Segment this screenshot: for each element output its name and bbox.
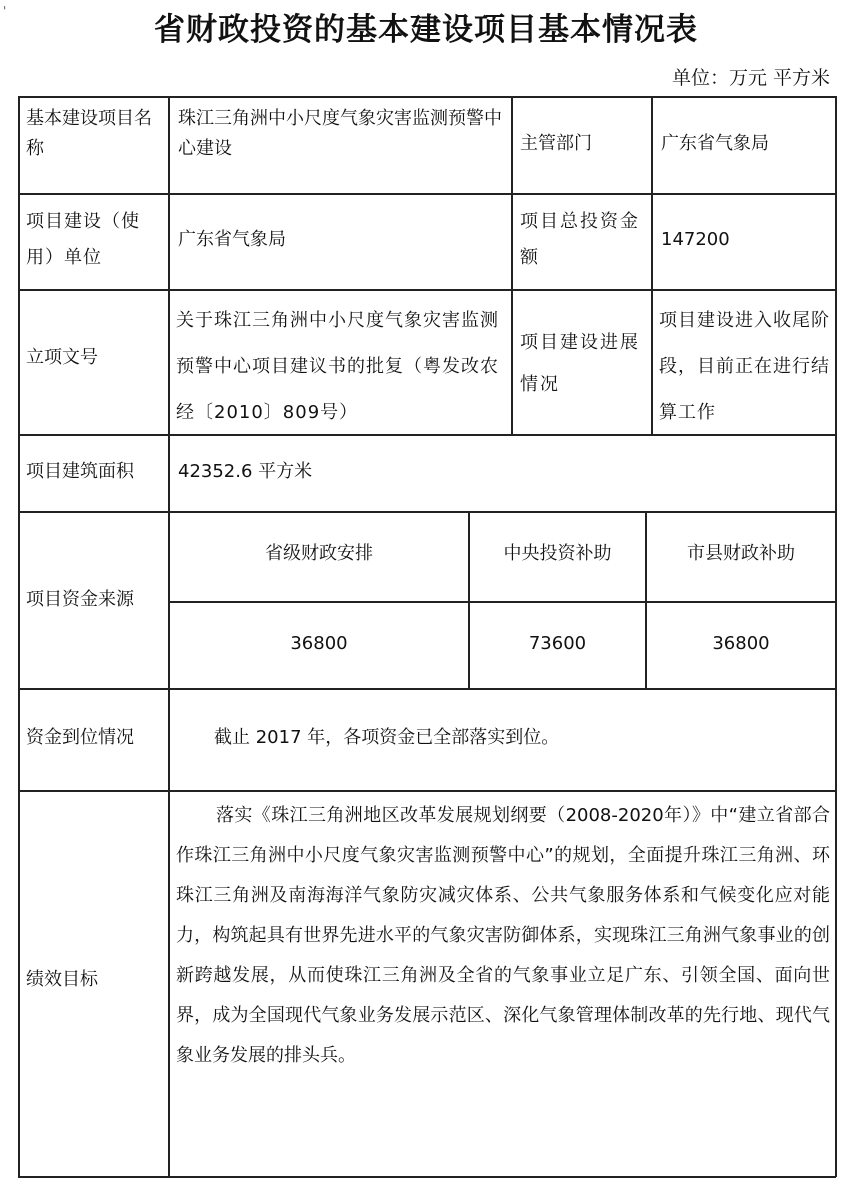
funding-value-city: 36800 bbox=[712, 633, 770, 654]
value-fund-arrival: 截止 2017 年，各项资金已全部落实到位。 bbox=[214, 727, 560, 748]
funding-header-central: 中央投资补助 bbox=[503, 543, 612, 564]
label-project-name: 基本建设项目名称 bbox=[26, 108, 152, 159]
label-progress: 项目建设进展情况 bbox=[520, 332, 640, 395]
funding-value-provincial: 36800 bbox=[290, 633, 348, 654]
value-progress: 项目建设进入收尾阶段，目前正在进行结算工作 bbox=[659, 310, 830, 423]
value-total-investment: 147200 bbox=[661, 229, 730, 250]
label-department: 主管部门 bbox=[520, 133, 592, 154]
value-project-name: 珠江三角洲中小尺度气象灾害监测预警中心建设 bbox=[178, 108, 502, 159]
unit-label: 单位：万元 平方米 bbox=[671, 67, 830, 89]
funding-header-provincial: 省级财政安排 bbox=[265, 543, 373, 564]
corner-mark: ' bbox=[3, 4, 7, 18]
label-building-area: 项目建筑面积 bbox=[26, 461, 134, 482]
label-fund-arrival: 资金到位情况 bbox=[26, 727, 134, 748]
value-approval: 关于珠江三角洲中小尺度气象灾害监测预警中心项目建议书的批复（粤发改农经〔2010〕809号） bbox=[176, 310, 499, 423]
label-total-investment: 项目总投资金额 bbox=[520, 211, 640, 268]
label-build-unit: 项目建设（使用）单位 bbox=[26, 211, 140, 268]
value-build-unit: 广东省气象局 bbox=[178, 229, 286, 250]
value-department: 广东省气象局 bbox=[661, 133, 769, 154]
label-approval: 立项文号 bbox=[26, 347, 98, 368]
label-performance-goal: 绩效目标 bbox=[26, 969, 98, 990]
funding-header-city: 市县财政补助 bbox=[687, 543, 795, 564]
value-building-area: 42352.6 平方米 bbox=[178, 461, 313, 482]
funding-value-central: 73600 bbox=[528, 633, 587, 654]
label-funding-source: 项目资金来源 bbox=[26, 589, 134, 610]
page-title: 省财政投资的基本建设项目基本情况表 bbox=[154, 12, 698, 48]
value-performance-goal: 落实《珠江三角洲地区改革发展规划纲要（2008-2020年）》中“建立省部合作珠江三角洲中小尺度气象灾害监测预警中心”的规划，全面提升珠江三角洲、环珠江三角洲及南海海洋气象防灾减灾体系、公共气象服务体系和气候变化应对能力，构筑起具有世界先进水平的气象灾害防御体系，实现珠江三角洲气象事业的创新跨越发展，从而使珠江三角洲及全省的气象事业立足广东、引领全国、面向世界，成为全国现代气象业务发展示范区、深化气象管理体制改革的先行地、现代气象业务发展的排头兵。 bbox=[176, 805, 830, 1066]
